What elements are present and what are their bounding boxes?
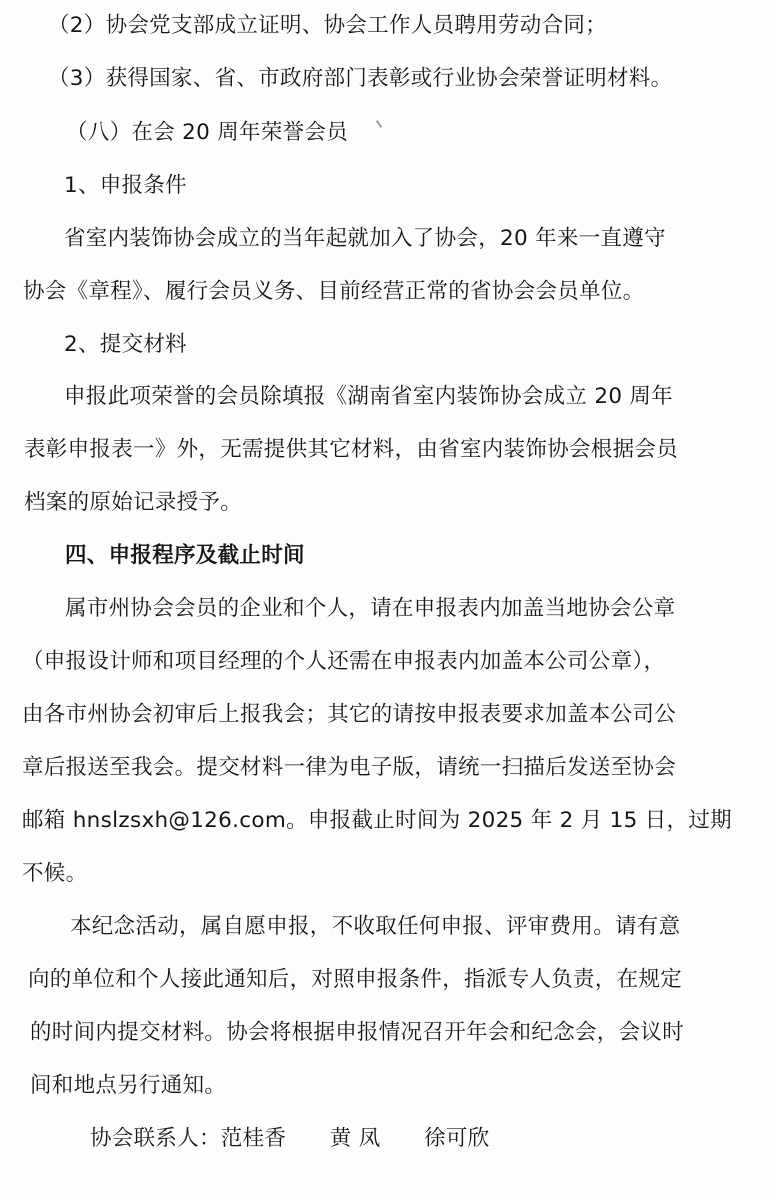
paragraph-line: 章后报送至我会。提交材料一律为电子版，请统一扫描后发送至协会 (22, 755, 677, 780)
section-8-heading: （八）在会 20 周年荣誉会员 (66, 120, 349, 145)
paragraph-line: 由各市州协会初审后上报我会；其它的请按申报表要求加盖本公司公 (22, 702, 677, 727)
scan-mark (376, 120, 382, 128)
subheading-conditions: 1、申报条件 (64, 173, 187, 198)
paragraph-line: 本纪念活动，属自愿申报，不收取任何申报、评审费用。请有意 (70, 914, 681, 939)
paragraph-line: 表彰申报表一》外，无需提供其它材料，由省室内装饰协会根据会员 (24, 437, 679, 462)
paragraph-line: 的时间内提交材料。协会将根据申报情况召开年会和纪念会，会议时 (30, 1020, 685, 1045)
paragraph-line: 协会《章程》、履行会员义务、目前经营正常的省协会会员单位。 (23, 279, 645, 304)
item-3-line: （3）获得国家、省、市政府部门表彰或行业协会荣誉证明材料。 (48, 66, 673, 91)
contact-persons: 协会联系人：范桂香 黄 凤 徐可欣 (90, 1126, 490, 1151)
paragraph-line: 不候。 (22, 861, 88, 886)
paragraph-line: 间和地点另行通知。 (30, 1073, 227, 1098)
paragraph-line: 档案的原始记录授予。 (24, 490, 243, 515)
paragraph-line: （申报设计师和项目经理的个人还需在申报表内加盖本公司公章）， (22, 649, 666, 674)
paragraph-line: 向的单位和个人接此通知后，对照申报条件，指派专人负责，在规定 (28, 967, 683, 992)
subheading-materials: 2、提交材料 (64, 332, 187, 357)
item-2-line: （2）协会党支部成立证明、协会工作人员聘用劳动合同； (48, 13, 607, 38)
section-4-heading: 四、申报程序及截止时间 (65, 543, 305, 568)
paragraph-line: 申报此项荣誉的会员除填报《湖南省室内装饰协会成立 20 周年 (64, 384, 674, 409)
email-deadline-line: 邮箱 hnslzsxh@126.com。申报截止时间为 2025 年 2 月 15 日，过期 (22, 808, 732, 833)
paragraph-line: 省室内装饰协会成立的当年起就加入了协会，20 年来一直遵守 (64, 226, 666, 251)
paragraph-line: 属市州协会会员的企业和个人，请在申报表内加盖当地协会公章 (65, 596, 676, 621)
